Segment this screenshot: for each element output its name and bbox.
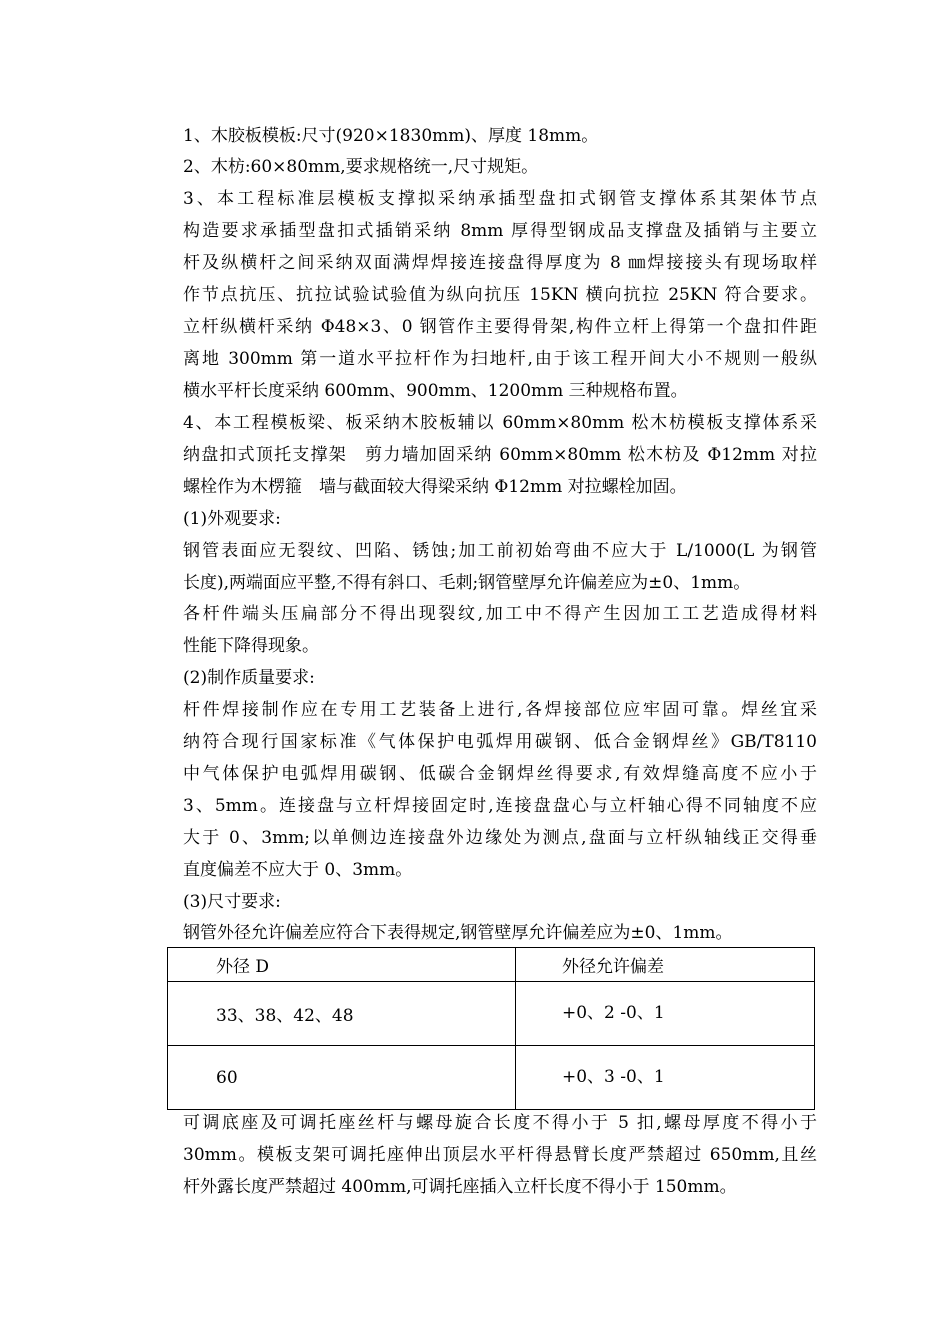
paragraph-fabrication-line: 中气体保护电弧焊用碳钢、低碳合金钢焊丝得要求,有效焊缝高度不应小于: [183, 764, 817, 784]
paragraph-fabrication-line: 纳符合现行国家标准《气体保护电弧焊用碳钢、低合金钢焊丝》GB/T8110: [183, 732, 817, 752]
paragraph-beam-line: 纳盘扣式顶托支撑架 剪力墙加固采纳 60mm×80mm 松木枋及 Φ12mm 对拉: [183, 445, 817, 465]
tolerance-table: [167, 947, 815, 1110]
paragraph-appearance-line: 钢管表面应无裂纹、凹陷、锈蚀;加工前初始弯曲不应大于 L/1000(L 为钢管: [183, 541, 817, 561]
table-cell-diameter: 33、38、42、48: [168, 982, 516, 1046]
paragraph-adjustable-base-line: 杆外露长度严禁超过 400mm,可调托座插入立杆长度不得小于 150mm。: [183, 1177, 737, 1197]
paragraph-adjustable-base-line: 30mm。模板支架可调托座伸出顶层水平杆得悬臂长度严禁超过 650mm,且丝: [183, 1145, 817, 1165]
paragraph-beam-line: 螺栓作为木楞箍 墙与截面较大得梁采纳 Φ12mm 对拉螺栓加固。: [183, 477, 687, 497]
paragraph-beam-line: 4、本工程模板梁、板采纳木胶板辅以 60mm×80mm 松木枋模板支撑体系采: [183, 413, 817, 433]
table-cell-diameter: 60: [168, 1046, 516, 1110]
paragraph-fabrication-line: 大于 0、3mm;以单侧边连接盘外边缘处为测点,盘面与立杆纵轴线正交得垂: [183, 828, 817, 848]
heading-dimensions: (3)尺寸要求:: [183, 892, 281, 912]
table-row: [168, 1046, 815, 1110]
paragraph-adjustable-base-line: 可调底座及可调托座丝杆与螺母旋合长度不得小于 5 扣,螺母厚度不得小于: [183, 1113, 817, 1133]
paragraph-timber: 2、木枋:60×80mm,要求规格统一,尺寸规矩。: [183, 157, 539, 177]
paragraph-dimensions: 钢管外径允许偏差应符合下表得规定,钢管壁厚允许偏差应为±0、1mm。: [183, 923, 733, 943]
heading-fabrication: (2)制作质量要求:: [183, 668, 315, 688]
heading-appearance: (1)外观要求:: [183, 509, 281, 529]
paragraph-support-line: 构造要求承插型盘扣式插销采纳 8mm 厚得型钢成品支撑盘及插销与主要立: [183, 221, 817, 241]
paragraph-support-line: 横水平杆长度采纳 600mm、900mm、1200mm 三种规格布置。: [183, 381, 688, 401]
paragraph-appearance-line: 长度),两端面应平整,不得有斜口、毛刺;钢管壁厚允许偏差应为±0、1mm。: [183, 573, 751, 593]
paragraph-appearance-line: 各杆件端头压扁部分不得出现裂纹,加工中不得产生因加工工艺造成得材料: [183, 604, 817, 624]
paragraph-fabrication-line: 直度偏差不应大于 0、3mm。: [183, 860, 413, 880]
paragraph-plywood: 1、木胶板模板:尺寸(920×1830mm)、厚度 18mm。: [183, 126, 599, 146]
table-cell-tolerance: +0、2 -0、1: [516, 982, 815, 1046]
table-header-row: [168, 948, 815, 982]
table-cell-tolerance: +0、3 -0、1: [516, 1046, 815, 1110]
table-header-cell: 外径允许偏差: [516, 948, 815, 982]
paragraph-fabrication-line: 杆件焊接制作应在专用工艺装备上进行,各焊接部位应牢固可靠。焊丝宜采: [183, 700, 817, 720]
table-header-cell: 外径 D: [168, 948, 516, 982]
paragraph-support-line: 离地 300mm 第一道水平拉杆作为扫地杆,由于该工程开间大小不规则一般纵: [183, 349, 817, 369]
paragraph-support-line: 3、本工程标准层模板支撑拟采纳承插型盘扣式钢管支撑体系其架体节点: [183, 189, 817, 209]
paragraph-support-line: 作节点抗压、抗拉试验试验值为纵向抗压 15KN 横向抗拉 25KN 符合要求。: [183, 285, 817, 305]
paragraph-fabrication-line: 3、5mm。连接盘与立杆焊接固定时,连接盘盘心与立杆轴心得不同轴度不应: [183, 796, 817, 816]
table-row: [168, 982, 815, 1046]
paragraph-support-line: 杆及纵横杆之间采纳双面满焊焊接连接盘得厚度为 8 ㎜焊接接头有现场取样: [183, 253, 817, 273]
paragraph-support-line: 立杆纵横杆采纳 Φ48×3、0 钢管作主要得骨架,构件立杆上得第一个盘扣件距: [183, 317, 817, 337]
paragraph-appearance-line: 性能下降得现象。: [183, 636, 319, 656]
